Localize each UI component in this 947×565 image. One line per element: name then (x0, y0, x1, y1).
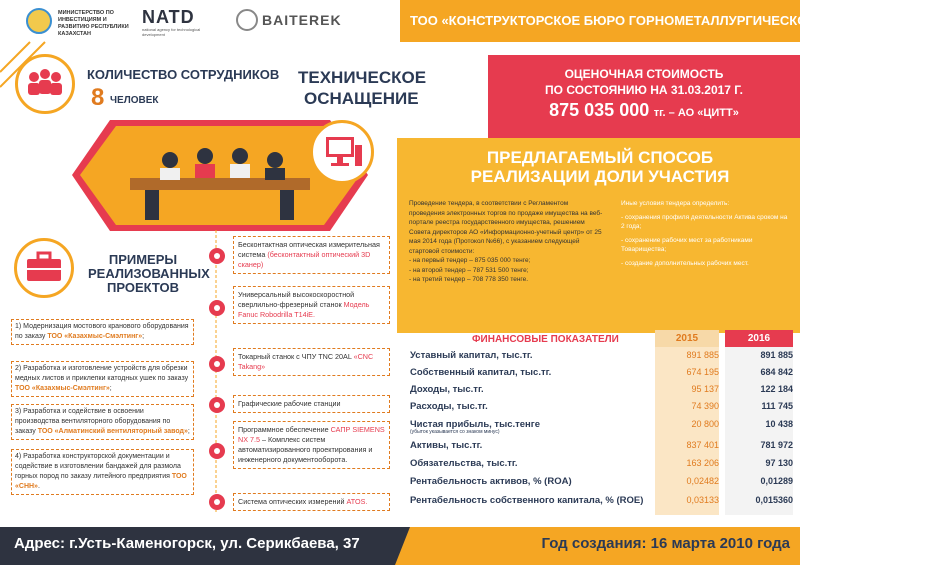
finance-value-2016: 684 842 (760, 367, 793, 377)
tender-left-text: Проведение тендера, в соответствии с Регламентом проведения электронных торгов по продаже имущества на веб-портале реестра государственного имущества, решением Совета директоров АО «Информационно-учетный центр» от 25 мая 2014 года (Протокол №66), с указанием следующей стартовой стоимости: (409, 200, 603, 255)
equipment-item-5 (233, 421, 390, 469)
project-item-4 (11, 449, 194, 495)
finance-value-2016: 122 184 (760, 384, 793, 394)
finance-row-label: Рентабельность активов, % (ROA) (410, 476, 572, 487)
people-icon (18, 57, 72, 111)
tender-conditions-title: Иные условия тендера определить: (621, 200, 730, 207)
footer-founded: Год создания: 16 марта 2010 года (541, 535, 790, 552)
equipment-highlight: «CNC Takang» (238, 352, 374, 371)
finance-row (400, 350, 800, 368)
finance-value-2015: 74 390 (691, 401, 719, 411)
finance-row (400, 401, 800, 419)
tender-title-line1: ПРЕДЛАГАЕМЫЙ СПОСОБ (486, 148, 714, 167)
project-org: ТОО «Алматинский вентиляторный завод» (37, 428, 188, 435)
finance-row (400, 476, 800, 494)
finance-row (400, 440, 800, 458)
project-org: ТОО «Казахмыс-Смэлтинг» (15, 385, 110, 392)
finance-row-label: Активы, тыс.тг. (410, 440, 483, 451)
finance-value-2015: 163 206 (686, 458, 719, 468)
natd-subtitle: national agency for technological development (142, 27, 201, 37)
equipment-text: Бесконтактная оптическая измерительная система (238, 240, 380, 259)
briefcase-icon (17, 241, 71, 295)
finance-row-label: Уставный капитал, тыс.тг. (410, 350, 533, 361)
project-item-1 (11, 319, 194, 345)
employees-count: 8 (91, 84, 105, 111)
project-item-3 (11, 404, 194, 440)
valuation-amount-row (488, 100, 800, 121)
equipment-highlight: ATOS. (346, 497, 368, 506)
finance-row (400, 458, 800, 476)
projects-title-3: ПРОЕКТОВ (106, 280, 179, 295)
tender-condition-3: - создание дополнительных рабочих мест. (621, 259, 749, 267)
employees-label: КОЛИЧЕСТВО СОТРУДНИКОВ (87, 67, 280, 82)
projects-title (88, 252, 210, 295)
valuation-amount: 875 035 000 (549, 100, 650, 120)
valuation-line2: ПО СОСТОЯНИЮ НА 31.03.2017 Г. (545, 83, 743, 97)
gear-icon (207, 441, 227, 461)
valuation-line1: ОЦЕНОЧНАЯ СТОИМОСТЬ (564, 67, 724, 81)
project-org: ТОО «Казахмыс-Смэлтинг» (47, 333, 143, 340)
equipment-item-1 (233, 236, 390, 274)
equipment-tail: – Комплекс систем автоматизированного проектирования и инженерного документооборота. (238, 435, 373, 464)
tender-title (410, 148, 790, 186)
finance-value-2016: 97 130 (765, 458, 793, 468)
finance-row (400, 384, 800, 402)
equipment-item-6 (233, 493, 390, 511)
natd-logo: NATD (142, 7, 195, 27)
tender-price-2: - на второй тендер – 787 531 500 тенге; (409, 266, 529, 274)
equipment-heading-1: ТЕХНИЧЕСКОЕ (298, 68, 427, 87)
computer-icon-circle (310, 120, 374, 184)
finance-row-label: Чистая прибыль, тыс.тенге (410, 419, 541, 430)
equipment-item-3 (233, 348, 390, 376)
finance-row-note: (убыток указывается со знаком минус) (410, 429, 500, 435)
finance-value-2016: 891 885 (760, 350, 793, 360)
equipment-text: Универсальный высокоскоростной сверлильно-фрезерный станок (238, 290, 355, 309)
finance-value-2016: 0,015360 (755, 495, 793, 505)
tender-description (409, 199, 605, 285)
finance-row (400, 495, 800, 513)
equipment-text: Программное обеспечение (238, 425, 331, 434)
finance-value-2015: 674 195 (686, 367, 719, 377)
valuation-suffix: тг. – АО «ЦИТТ» (653, 107, 739, 119)
finance-row-label: Собственный капитал, тыс.тг. (410, 367, 552, 378)
year-2016-header: 2016 (725, 330, 793, 347)
briefcase-icon-circle (14, 238, 74, 298)
tender-price-3: - на третий тендер – 708 778 350 тенге. (409, 276, 529, 283)
footer-address: Адрес: г.Усть-Каменогорск, ул. Серикбаева, 37 (14, 535, 360, 552)
finance-title: ФИНАНСОВЫЕ ПОКАЗАТЕЛИ (472, 334, 619, 345)
baiterek-icon (236, 9, 258, 31)
gear-icon (207, 354, 227, 374)
finance-row (400, 419, 800, 437)
project-end: . (37, 483, 40, 490)
tender-condition-1: - сохранения профиля деятельности Актива сроком на 2 года; (621, 213, 788, 230)
equipment-highlight: (бесконтактный оптический 3D сканер) (238, 250, 371, 269)
finance-value-2015: 837 401 (686, 440, 719, 450)
equipment-item-2 (233, 286, 390, 324)
gear-icon (207, 298, 227, 318)
finance-value-2016: 10 438 (765, 419, 793, 429)
employees-unit: ЧЕЛОВЕК (110, 95, 159, 106)
gear-icon (207, 492, 227, 512)
equipment-highlight: САПР SIEMENS NX 7.5 (238, 425, 385, 444)
project-end: ; (187, 428, 190, 435)
finance-value-2016: 111 745 (761, 401, 793, 411)
tender-price-1: - на первый тендер – 875 035 000 тенге; (409, 257, 531, 264)
project-text: 3) Разработка и содействие в освоении производства вентиляторного оборудования по заказу (15, 408, 171, 435)
baiterek-logo: BAITEREK (262, 12, 342, 28)
finance-value-2016: 781 972 (760, 440, 793, 450)
company-title: ТОО «КОНСТРУКТОРСКОЕ БЮРО ГОРНОМЕТАЛЛУРГИЧЕСКОГО ОБОРУДОВАНИЯ» (410, 13, 947, 28)
equipment-item-4 (233, 395, 390, 413)
tender-conditions (621, 199, 791, 268)
projects-title-1: ПРИМЕРЫ (108, 252, 178, 267)
project-text: 4) Разработка конструкторской документации и содействие в изготовлении бандажей для размола горных пород по заказу литейного предприятия (15, 453, 181, 480)
finance-row-label: Расходы, тыс.тг. (410, 401, 488, 412)
project-text: 2) Разработка и изготовление устройств для обрезки медных листов и приклепки катодных ушек по заказу (15, 365, 189, 382)
ministry-text: МИНИСТЕРСТВО ПО ИНВЕСТИЦИЯМ И РАЗВИТИЮ РЕСПУБЛИКИ КАЗАХСТАН (58, 10, 129, 37)
gear-icon (207, 395, 227, 415)
computer-icon (313, 123, 371, 181)
year-2015-header: 2015 (655, 330, 719, 347)
project-text: 1) Модернизация мостового кранового оборудования по заказу (15, 323, 189, 340)
finance-value-2015: 20 800 (691, 419, 719, 429)
project-item-2 (11, 361, 194, 397)
tender-title-line2: РЕАЛИЗАЦИИ ДОЛИ УЧАСТИЯ (470, 167, 730, 186)
people-icon-circle (15, 54, 75, 114)
equipment-text: Графические рабочие станции (238, 399, 341, 408)
equipment-text: Система оптических измерений (238, 497, 347, 506)
equipment-heading-2: ОСНАЩЕНИЕ (304, 89, 419, 108)
finance-value-2015: 0,03133 (686, 495, 719, 505)
equipment-text: Токарный станок с ЧПУ TNC 20AL (238, 352, 354, 361)
projects-title-2: РЕАЛИЗОВАННЫХ (88, 266, 210, 281)
project-end: ; (109, 385, 112, 392)
project-end: ; (142, 333, 145, 340)
finance-value-2016: 0,01289 (760, 476, 793, 486)
kz-emblem-icon (26, 8, 52, 34)
finance-row-label: Доходы, тыс.тг. (410, 384, 484, 395)
finance-row (400, 367, 800, 385)
equipment-highlight: Модель Fanuc Robodrilla T14iE. (238, 300, 370, 319)
finance-value-2015: 0,02482 (686, 476, 719, 486)
tender-condition-2: - сохранение рабочих мест за работниками Товарищества; (621, 236, 753, 253)
finance-value-2015: 95 137 (691, 384, 719, 394)
finance-row-label: Рентабельность собственного капитала, % (ROE) (410, 495, 644, 506)
project-org: ТОО «СНН» (15, 473, 187, 490)
finance-value-2015: 891 885 (686, 350, 719, 360)
gear-icon (207, 246, 227, 266)
finance-row-label: Обязательства, тыс.тг. (410, 458, 518, 469)
